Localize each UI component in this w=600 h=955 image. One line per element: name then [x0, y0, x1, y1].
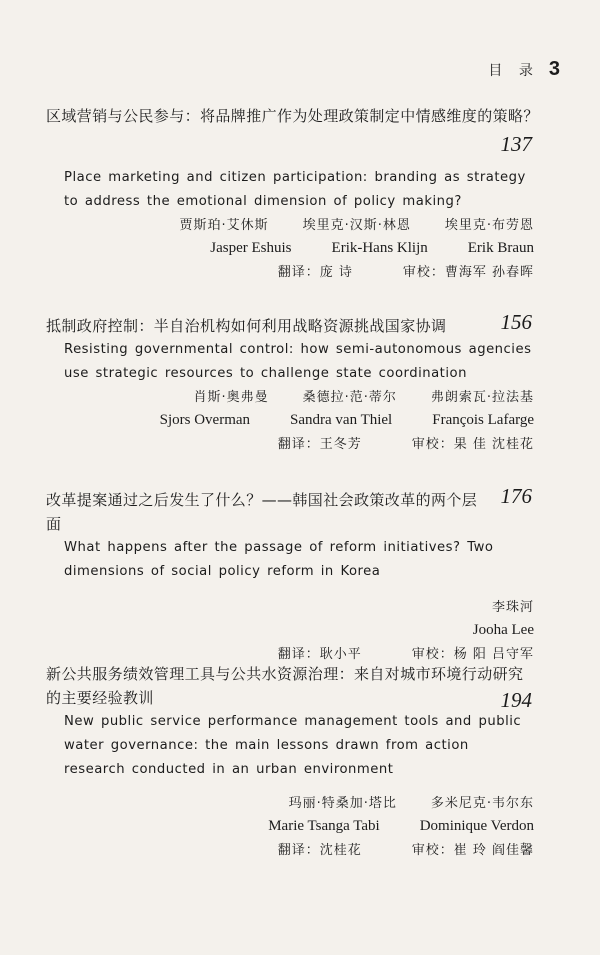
reviewer: 审校：杨 阳 吕守军	[411, 647, 534, 662]
authors-zh	[46, 214, 556, 237]
author-en: Erik Braun	[467, 240, 534, 256]
author-en: Marie Tsanga Tabi	[268, 818, 380, 834]
entry-title-zh: 改革提案通过之后发生了什么？——韩国社会政策改革的两个层面	[46, 491, 478, 533]
entry-page-number: 156	[500, 310, 532, 334]
toc-entry[interactable]	[46, 104, 556, 285]
toc-entry[interactable]	[46, 662, 556, 863]
author-zh: 李珠河	[491, 600, 534, 615]
translator: 翻译：庞 诗	[277, 265, 353, 280]
author-en: Jooha Lee	[472, 622, 534, 638]
toc-label: 目 录	[488, 63, 539, 79]
entry-title-en: Resisting governmental control: how semi-autonomous agencies use strategic resources to challenge state coordination	[64, 342, 532, 381]
entry-title-en: What happens after the passage of reform initiatives? Two dimensions of social policy reform in Korea	[64, 540, 494, 579]
translator: 翻译：沈桂花	[277, 843, 362, 858]
entry-page-number: 176	[500, 484, 532, 508]
authors-zh	[46, 596, 556, 619]
toc-entry[interactable]	[46, 484, 556, 667]
author-en: Sandra van Thiel	[290, 412, 393, 428]
translator-credits	[46, 838, 556, 863]
entry-page-number: 194	[500, 688, 532, 712]
entry-title-zh: 区域营销与公民参与：将品牌推广作为处理政策制定中情感维度的策略？	[46, 107, 539, 125]
author-zh: 肖斯·奥弗曼	[193, 390, 269, 405]
translator: 翻译：王冬芳	[277, 437, 362, 452]
translator-credits	[46, 260, 556, 285]
author-en: François Lafarge	[432, 412, 534, 428]
authors-en	[46, 237, 556, 260]
authors-en	[46, 815, 556, 838]
entry-title-zh: 新公共服务绩效管理工具与公共水资源治理：来自对城市环境行动研究的主要经验教训	[46, 665, 524, 707]
author-en: Erik-Hans Klijn	[331, 240, 428, 256]
entry-page-number: 137	[500, 132, 532, 156]
author-en: Dominique Verdon	[419, 818, 534, 834]
author-zh: 埃里克·汉斯·林恩	[302, 218, 411, 233]
toc-entry[interactable]	[46, 310, 556, 457]
authors-zh	[46, 792, 556, 815]
author-zh: 玛丽·特桑加·塔比	[288, 796, 397, 811]
reviewer: 审校：崔 玲 阎佳馨	[411, 843, 534, 858]
authors-zh	[46, 386, 556, 409]
author-zh: 埃里克·布劳恩	[444, 218, 534, 233]
reviewer: 审校：果 佳 沈桂花	[411, 437, 534, 452]
reviewer: 审校：曹海军 孙春晖	[402, 265, 534, 280]
entry-title-zh: 抵制政府控制：半自治机构如何利用战略资源挑战国家协调	[46, 317, 447, 335]
entry-title-en: Place marketing and citizen participation: branding as strategy to address the emotional dimension of policy making?	[64, 170, 526, 209]
author-zh: 弗朗索瓦·拉法基	[430, 390, 534, 405]
translator: 翻译：耿小平	[277, 647, 362, 662]
author-zh: 贾斯珀·艾休斯	[179, 218, 269, 233]
translator-credits	[46, 432, 556, 457]
page-header	[488, 58, 560, 81]
page-number: 3	[548, 58, 560, 80]
authors-en	[46, 619, 556, 642]
author-zh: 桑德拉·范·蒂尔	[302, 390, 397, 405]
author-en: Sjors Overman	[159, 412, 251, 428]
author-zh: 多米尼克·韦尔东	[430, 796, 534, 811]
author-en: Jasper Eshuis	[210, 240, 292, 256]
entry-title-en: New public service performance management tools and public water governance: the main lessons drawn from action research conducted in an urban environment	[64, 714, 522, 777]
authors-en	[46, 409, 556, 432]
